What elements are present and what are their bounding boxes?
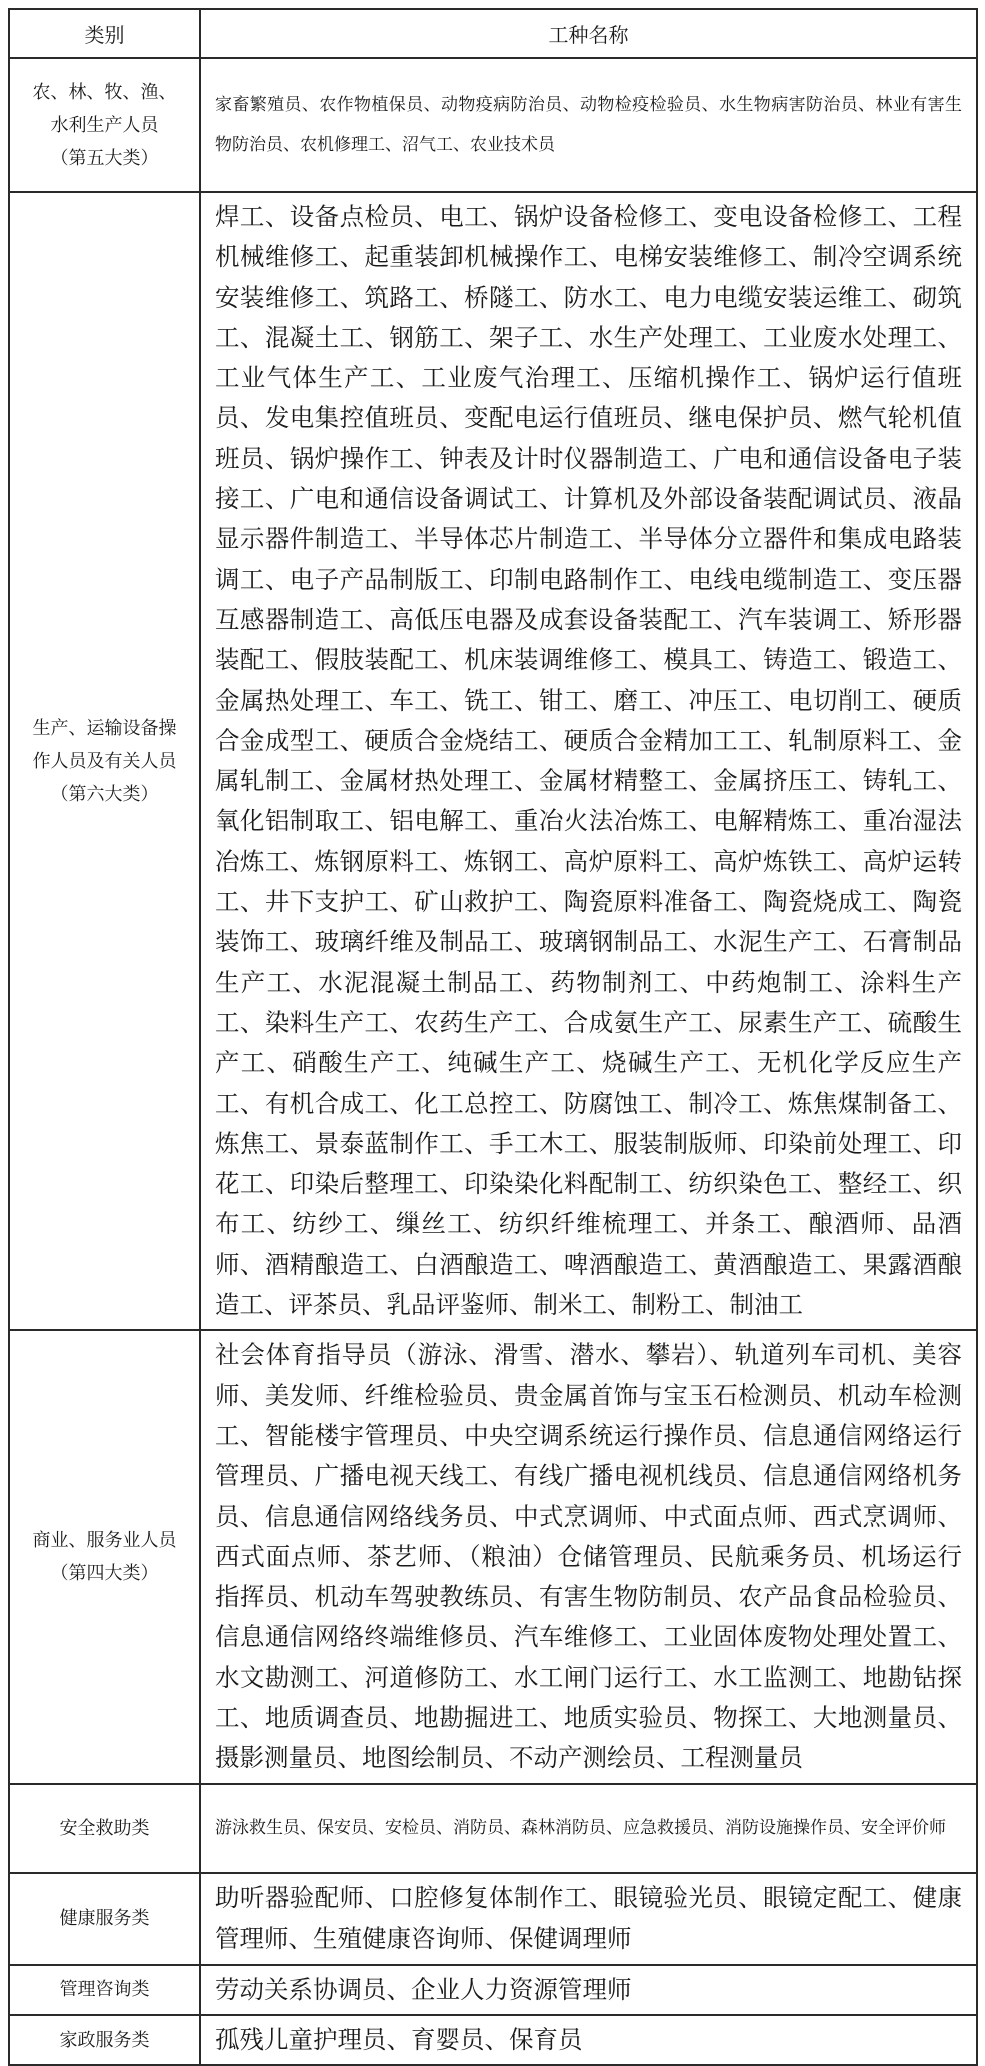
row-jobs: 劳动关系协调员、企业人力资源管理师 [200, 1965, 977, 2015]
category-line: （第六大类） [50, 783, 159, 805]
occupation-table-container [8, 8, 976, 2066]
row-jobs: 孤残儿童护理员、育婴员、保育员 [200, 2015, 977, 2065]
row-jobs: 家畜繁殖员、农作物植保员、动物疫病防治员、动物检疫检验员、水生物病害防治员、林业有害生物防治员、农机修理工、沼气工、农业技术员 [200, 58, 977, 192]
table-row [9, 58, 977, 192]
header-jobs: 工种名称 [200, 9, 977, 58]
row-category [9, 1330, 200, 1783]
row-jobs: 焊工、设备点检员、电工、锅炉设备检修工、变电设备检修工、工程机械维修工、起重装卸机械操作工、电梯安装维修工、制冷空调系统安装维修工、筑路工、桥隧工、防水工、电力电缆安装运维工、砌筑工、混凝土工、钢筋工、架子工、水生产处理工、工业废水处理工、工业气体生产工、工业废气治理工、压缩机操作工、锅炉运行值班员、发电集控值班员、变配电运行值班员、继电保护员、燃气轮机值班员、锅炉操作工、钟表及计时仪器制造工、广电和通信设备电子装接工、广电和通信设备调试工、计算机及外部设备装配调试员、液晶显示器件制造工、半导体芯片制造工、半导体分立器件和集成电路装调工、电子产品制版工、印制电路制作工、电线电缆制造工、变压器互感器制造工、高低压电器及成套设备装配工、汽车装调工、矫形器装配工、假肢装配工、机床装调维修工、模具工、铸造工、锻造工、金属热处理工、车工、铣工、钳工、磨工、冲压工、电切削工、硬质合金成型工、硬质合金烧结工、硬质合金精加工工、轧制原料工、金属轧制工、金属材热处理工、金属材精整工、金属挤压工、铸轧工、氧化铝制取工、铝电解工、重冶火法冶炼工、电解精炼工、重冶湿法冶炼工、炼钢原料工、炼钢工、高炉原料工、高炉炼铁工、高炉运转工、井下支护工、矿山救护工、陶瓷原料准备工、陶瓷烧成工、陶瓷装饰工、玻璃纤维及制品工、玻璃钢制品工、水泥生产工、石膏制品生产工、水泥混凝土制品工、药物制剂工、中药炮制工、涂料生产工、染料生产工、农药生产工、合成氨生产工、尿素生产工、硫酸生产工、硝酸生产工、纯碱生产工、烧碱生产工、无机化学反应生产工、有机合成工、化工总控工、防腐蚀工、制冷工、炼焦煤制备工、炼焦工、景泰蓝制作工、手工木工、服装制版师、印染前处理工、印花工、印染后整理工、印染染化料配制工、纺织染色工、整经工、织布工、纺纱工、缫丝工、纺织纤维梳理工、并条工、酿酒师、品酒师、酒精酿造工、白酒酿造工、啤酒酿造工、黄酒酿造工、果露酒酿造工、评茶员、乳品评鉴师、制米工、制粉工、制油工 [200, 192, 977, 1330]
category-line: 安全救助类 [59, 1817, 150, 1839]
category-line: （第五大类） [50, 147, 159, 169]
row-category [9, 1784, 200, 1873]
category-line: （第四大类） [50, 1562, 159, 1584]
row-category [9, 58, 200, 192]
table-header-row [9, 9, 977, 58]
category-line: 作人员及有关人员 [32, 750, 177, 772]
row-category [9, 1965, 200, 2015]
table-row [9, 2015, 977, 2065]
row-jobs: 游泳救生员、保安员、安检员、消防员、森林消防员、应急救援员、消防设施操作员、安全评价师 [200, 1784, 977, 1873]
category-line: 管理咨询类 [59, 1979, 150, 2001]
row-category [9, 2015, 200, 2065]
row-category [9, 192, 200, 1330]
row-category [9, 1873, 200, 1965]
category-line: 家政服务类 [59, 2029, 150, 2051]
occupation-table [8, 8, 978, 2066]
row-jobs: 助听器验配师、口腔修复体制作工、眼镜验光员、眼镜定配工、健康管理师、生殖健康咨询师、保健调理师 [200, 1873, 977, 1965]
table-row [9, 192, 977, 1330]
table-row [9, 1873, 977, 1965]
table-row [9, 1965, 977, 2015]
table-row [9, 1784, 977, 1873]
category-line: 水利生产人员 [50, 114, 159, 136]
row-jobs: 社会体育指导员（游泳、滑雪、潜水、攀岩）、轨道列车司机、美容师、美发师、纤维检验员、贵金属首饰与宝玉石检测员、机动车检测工、智能楼宇管理员、中央空调系统运行操作员、信息通信网络运行管理员、广播电视天线工、有线广播电视机线员、信息通信网络机务员、信息通信网络线务员、中式烹调师、中式面点师、西式烹调师、西式面点师、茶艺师、（粮油）仓储管理员、民航乘务员、机场运行指挥员、机动车驾驶教练员、有害生物防制员、农产品食品检验员、信息通信网络终端维修员、汽车维修工、工业固体废物处理处置工、水文勘测工、河道修防工、水工闸门运行工、水工监测工、地勘钻探工、地质调查员、地勘掘进工、地质实验员、物探工、大地测量员、摄影测量员、地图绘制员、不动产测绘员、工程测量员 [200, 1330, 977, 1783]
category-line: 生产、运输设备操 [32, 717, 177, 739]
table-row [9, 1330, 977, 1783]
header-category: 类别 [9, 9, 200, 58]
category-line: 商业、服务业人员 [32, 1529, 177, 1551]
category-line: 健康服务类 [59, 1908, 150, 1930]
category-line: 农、林、牧、渔、 [32, 81, 177, 103]
